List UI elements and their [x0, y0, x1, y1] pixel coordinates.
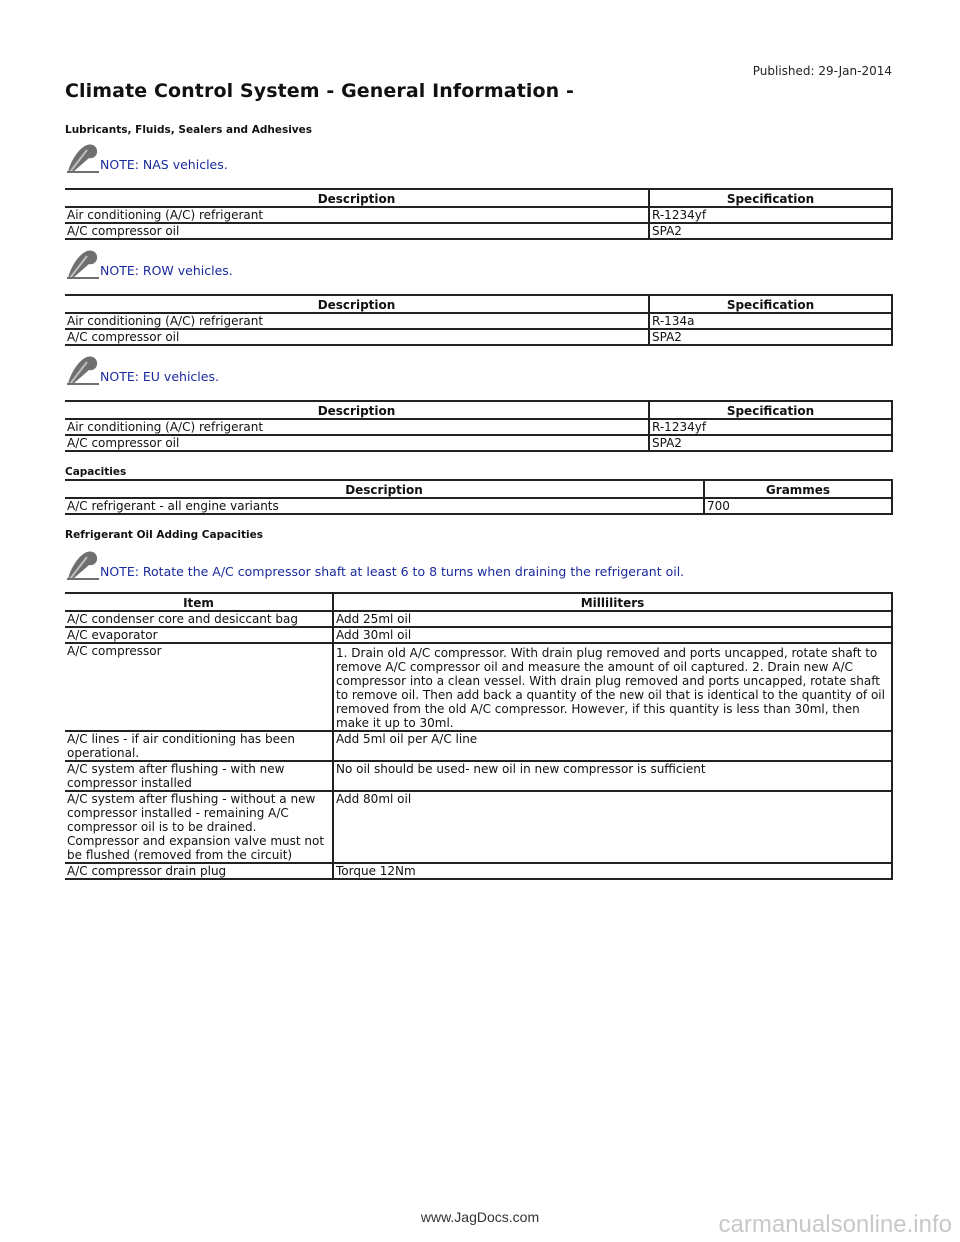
nas-spec-table: [65, 188, 893, 240]
note-pencil-icon: [65, 549, 101, 581]
table-cell: Add 30ml oil: [333, 627, 892, 643]
table-row: [65, 313, 892, 329]
table-cell: Air conditioning (A/C) refrigerant: [65, 419, 649, 435]
table-row: [65, 223, 892, 239]
table-cell: SPA2: [649, 435, 892, 451]
table-row: [65, 419, 892, 435]
capacities-table: [65, 479, 893, 515]
table-row: [65, 643, 892, 731]
table-cell: SPA2: [649, 223, 892, 239]
table-cell: A/C compressor oil: [65, 435, 649, 451]
note-row-text: NOTE: ROW vehicles.: [100, 263, 233, 278]
table-cell: A/C refrigerant - all engine variants: [65, 498, 704, 514]
table-cell: A/C system after flushing - with new compressor installed: [65, 761, 333, 791]
note-rotate: [65, 547, 892, 581]
table-row: [65, 435, 892, 451]
table-cell: Add 25ml oil: [333, 611, 892, 627]
table-cell: A/C system after flushing - without a new compressor installed - remaining A/C compressor oil is to be drained. Compressor and expansion valve must not be flushed (removed from the circuit): [65, 791, 333, 863]
table-cell: A/C compressor: [65, 643, 333, 731]
table-cell: A/C compressor oil: [65, 223, 649, 239]
document-page: [65, 62, 892, 880]
table-row: [65, 731, 892, 761]
table-cell: Add 5ml oil per A/C line: [333, 731, 892, 761]
column-header-description: Description: [65, 295, 649, 313]
table-row: [65, 611, 892, 627]
footer-site-link[interactable]: www.JagDocs.com: [420, 1209, 540, 1225]
note-eu: [65, 352, 892, 386]
column-header-description: Description: [65, 480, 704, 498]
column-header-item: Item: [65, 593, 333, 611]
column-header-milliliters: Milliliters: [333, 593, 892, 611]
note-rotate-text: NOTE: Rotate the A/C compressor shaft at least 6 to 8 turns when draining the refrigerant oil.: [100, 564, 685, 579]
table-cell: Air conditioning (A/C) refrigerant: [65, 313, 649, 329]
table-cell: No oil should be used- new oil in new compressor is sufficient: [333, 761, 892, 791]
table-row: [65, 863, 892, 879]
table-cell: 700: [704, 498, 892, 514]
table-cell: R-1234yf: [649, 207, 892, 223]
section-capacities-heading: Capacities: [65, 466, 127, 478]
table-header-row: [65, 189, 892, 207]
section-oil-adding-heading: Refrigerant Oil Adding Capacities: [65, 529, 263, 541]
table-row: [65, 329, 892, 345]
column-header-grammes: Grammes: [704, 480, 892, 498]
table-header-row: [65, 295, 892, 313]
published-date: Published: 29-Jan-2014: [752, 64, 892, 78]
table-row: [65, 761, 892, 791]
table-cell: R-1234yf: [649, 419, 892, 435]
section-lubricants-heading: Lubricants, Fluids, Sealers and Adhesives: [65, 124, 313, 136]
column-header-specification: Specification: [649, 401, 892, 419]
page-title: Climate Control System - General Information -: [65, 80, 574, 102]
table-cell: A/C evaporator: [65, 627, 333, 643]
table-row: [65, 498, 892, 514]
watermark: carmanualsonline.info: [718, 1211, 952, 1238]
table-cell: A/C lines - if air conditioning has been operational.: [65, 731, 333, 761]
note-nas-text: NOTE: NAS vehicles.: [100, 157, 228, 172]
table-row: [65, 791, 892, 863]
note-pencil-icon: [65, 248, 101, 280]
row-spec-table: [65, 294, 893, 346]
note-row: [65, 246, 892, 280]
table-header-row: [65, 401, 892, 419]
note-eu-text: NOTE: EU vehicles.: [100, 369, 219, 384]
table-cell: 1. Drain old A/C compressor. With drain plug removed and ports uncapped, rotate shaft to remove A/C compressor oil and measure the amount of oil captured. 2. Drain new A/C compressor into a clean vessel. With drain plug removed and ports uncapped, rotate shaft to remove oil. Then add back a quantity of the new oil that is identical to the quantity of oil removed from the old A/C compressor. However, if this quantity is less than 30ml, then make it up to 30ml.: [333, 643, 892, 731]
table-cell: R-134a: [649, 313, 892, 329]
eu-spec-table: [65, 400, 893, 452]
table-header-row: [65, 593, 892, 611]
column-header-description: Description: [65, 401, 649, 419]
table-cell: A/C condenser core and desiccant bag: [65, 611, 333, 627]
note-pencil-icon: [65, 142, 101, 174]
column-header-specification: Specification: [649, 189, 892, 207]
table-header-row: [65, 480, 892, 498]
table-cell: Torque 12Nm: [333, 863, 892, 879]
table-cell: A/C compressor oil: [65, 329, 649, 345]
column-header-description: Description: [65, 189, 649, 207]
column-header-specification: Specification: [649, 295, 892, 313]
table-cell: Add 80ml oil: [333, 791, 892, 863]
table-cell: A/C compressor drain plug: [65, 863, 333, 879]
table-row: [65, 627, 892, 643]
table-cell: SPA2: [649, 329, 892, 345]
table-row: [65, 207, 892, 223]
note-pencil-icon: [65, 354, 101, 386]
note-nas: [65, 140, 892, 174]
oil-adding-table: [65, 592, 893, 880]
table-cell: Air conditioning (A/C) refrigerant: [65, 207, 649, 223]
